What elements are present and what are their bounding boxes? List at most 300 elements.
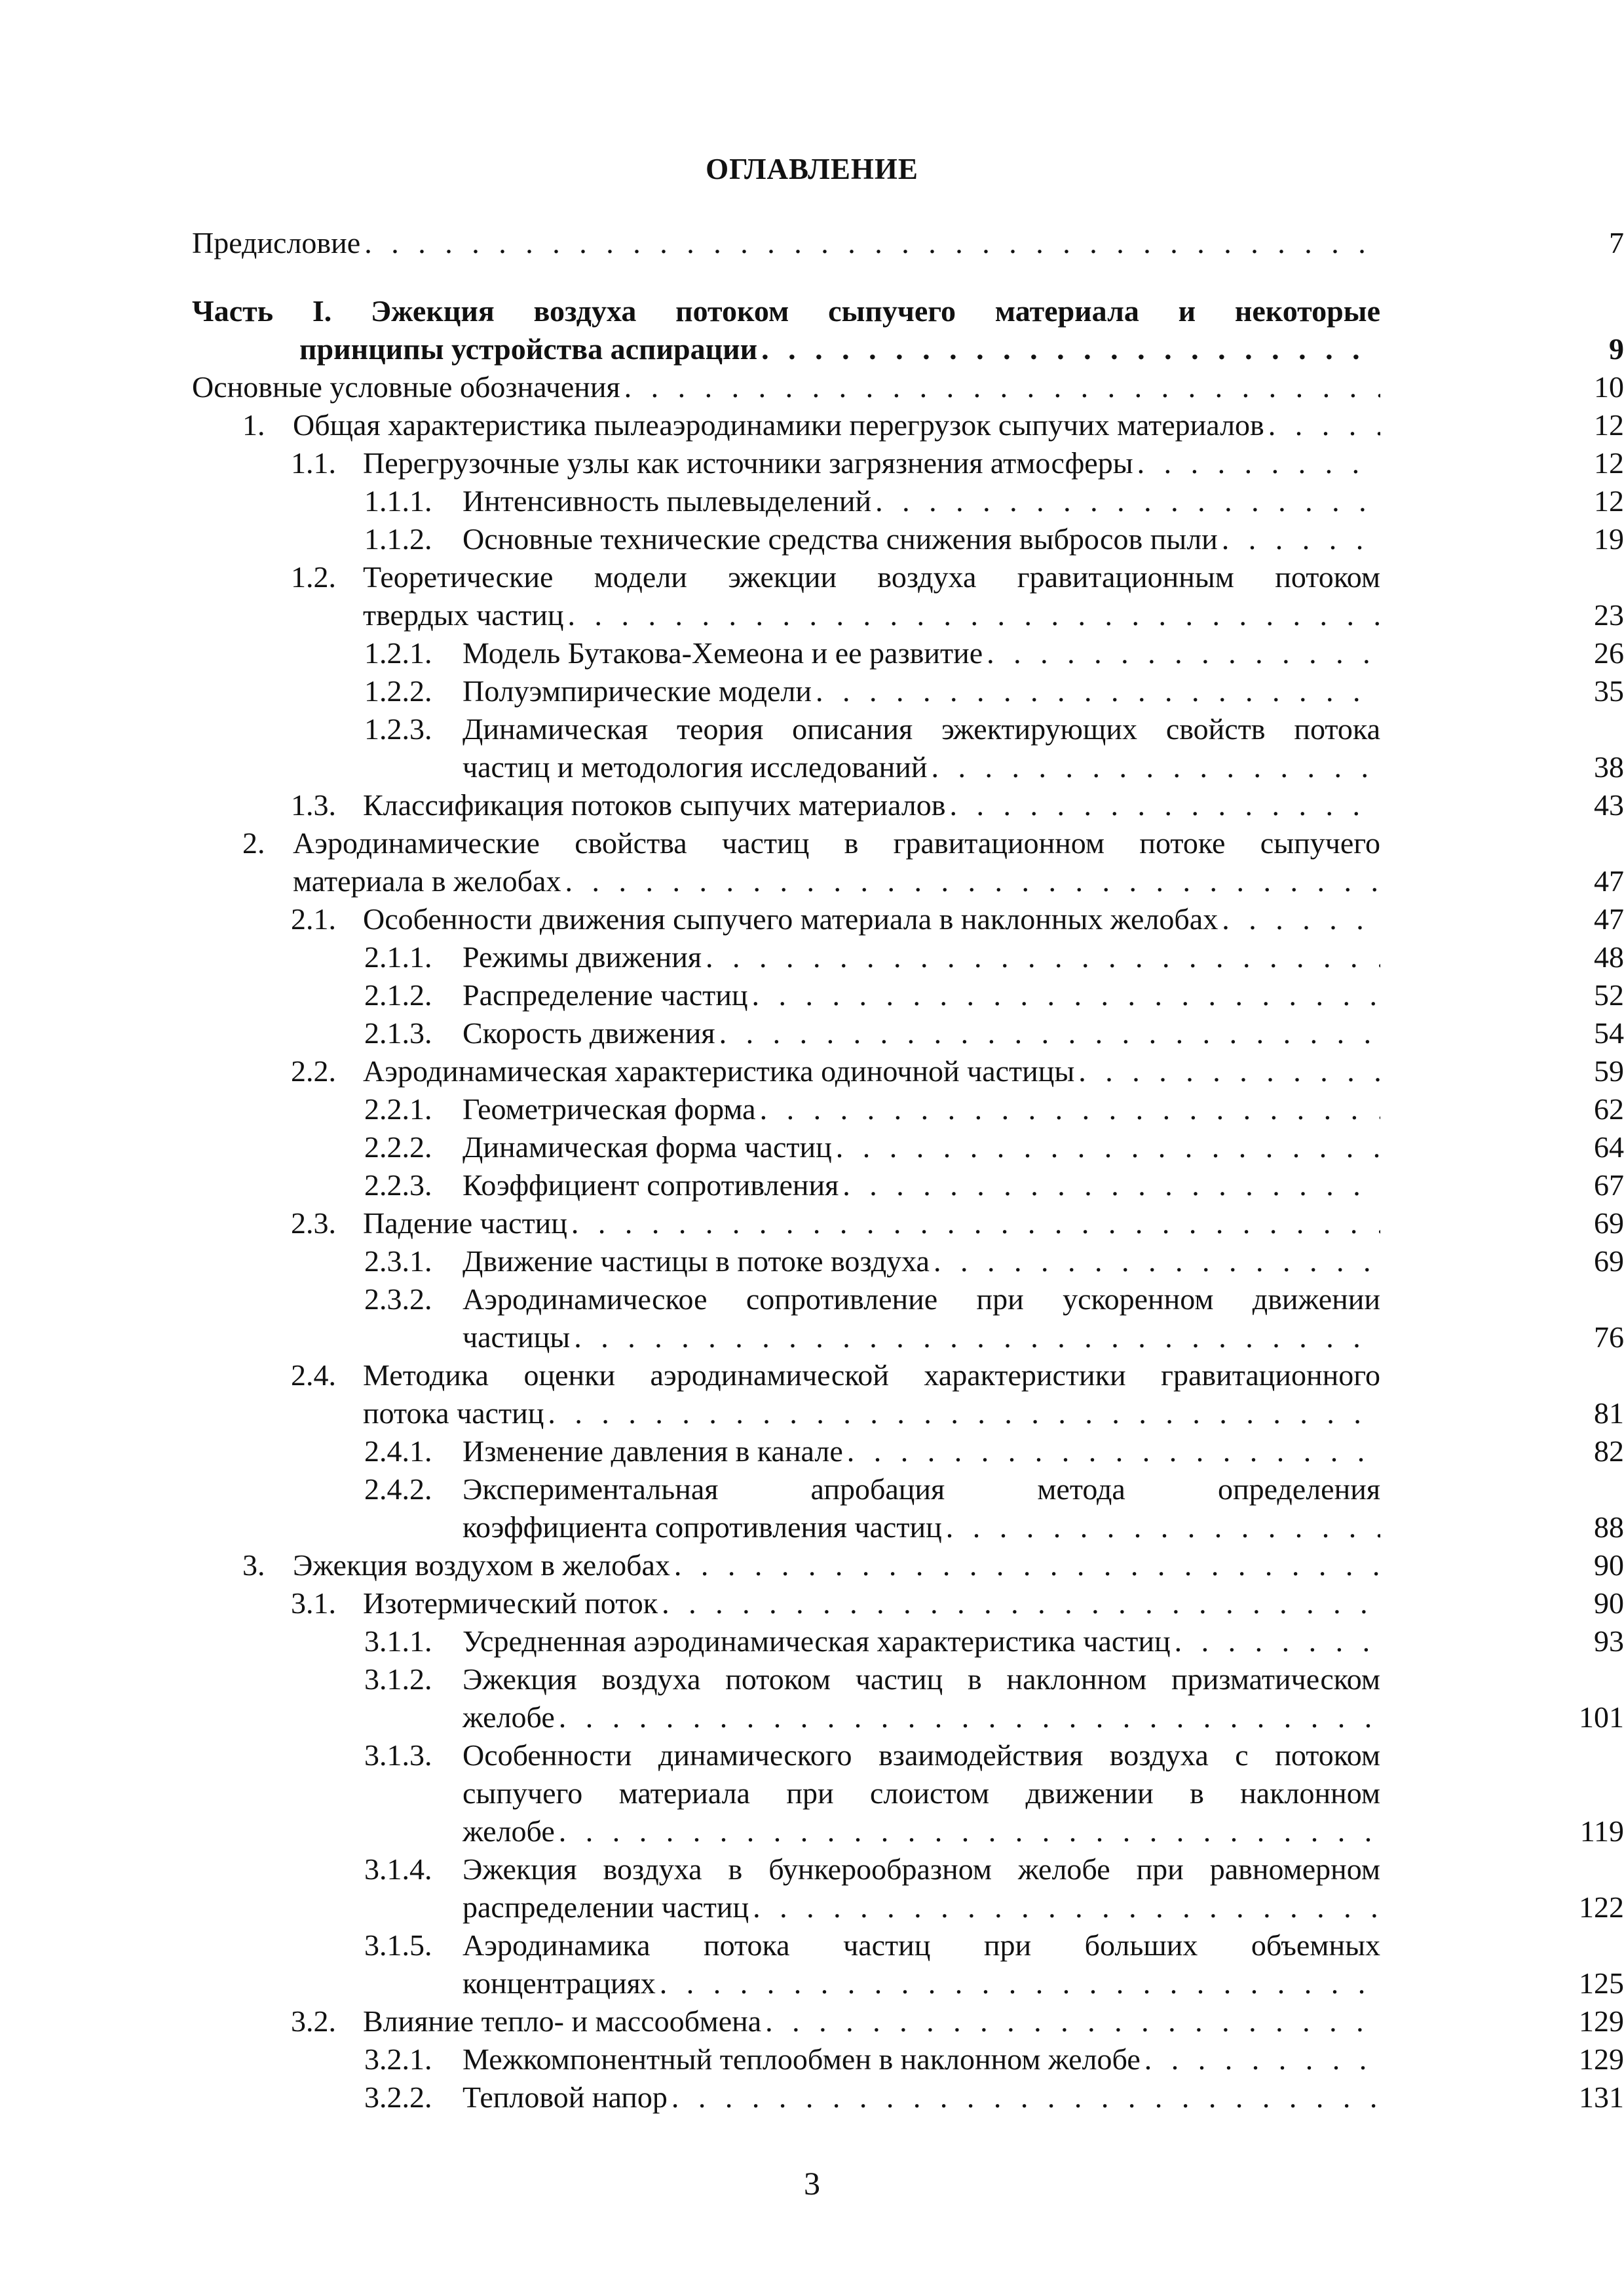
entry-title-line: [463, 1090, 1380, 1128]
entry-title-line: [463, 1964, 1380, 2002]
entry-title-line: [363, 786, 1380, 824]
entry-title-line: Методика оценки аэродинамической характеристики гравитационного: [363, 1358, 1380, 1392]
dot-leader: [928, 748, 1380, 786]
page-gap: [1380, 1584, 1431, 1622]
entry-number: 3.: [242, 1548, 265, 1582]
dot-leader: [930, 1242, 1380, 1280]
dot-leader: [702, 938, 1380, 976]
entry-number: 2.2.2.: [364, 1130, 432, 1164]
entry-number: 3.1.1.: [364, 1624, 432, 1658]
entry-title-line: [363, 1052, 1380, 1090]
entry-title: [463, 520, 1380, 558]
indent-spacer: [0, 634, 364, 672]
entry-title-line: [463, 672, 1380, 710]
entry-number: 2.1.: [291, 902, 336, 936]
toc-entry[interactable]: [0, 1166, 1624, 1204]
indent-spacer: [0, 1622, 364, 1660]
toc-entry[interactable]: [0, 1090, 1624, 1128]
page-gap: [1380, 1090, 1431, 1128]
entry-page-number: 122: [1579, 1890, 1624, 1924]
page-gap: [1380, 1470, 1431, 1546]
page-gap: [1380, 710, 1431, 786]
entry-title: [463, 1926, 1380, 2002]
toc-entry[interactable]: [0, 1014, 1624, 1052]
entry-title: [363, 1052, 1380, 1090]
entry-number: 1.2.2.: [364, 674, 432, 708]
entry-title: [363, 444, 1380, 482]
dot-leader: [839, 1166, 1380, 1204]
toc-entry[interactable]: [0, 1128, 1624, 1166]
page-gap: [1380, 786, 1431, 824]
page-gap: [1380, 558, 1431, 634]
entry-title: [463, 1850, 1380, 1926]
entry-page-number: 88: [1594, 1510, 1624, 1544]
entry-page-number: 90: [1594, 1548, 1624, 1582]
entry-title-line: сыпучего материала при слоистом движении в наклонном: [463, 1776, 1380, 1810]
entry-title-line: [463, 520, 1380, 558]
entry-title: [463, 976, 1380, 1014]
toc-entry[interactable]: [0, 1470, 1624, 1546]
toc-entry[interactable]: [0, 672, 1624, 710]
dot-leader: [1218, 520, 1380, 558]
page-gap: [1380, 1052, 1431, 1090]
indent-spacer: [0, 1090, 364, 1128]
entry-title-line: [299, 330, 1380, 368]
dot-leader: [563, 596, 1380, 634]
entry-number: 3.1.2.: [364, 1662, 432, 1696]
entry-title-text: Предисловие: [192, 226, 361, 259]
entry-title-line: [293, 862, 1380, 900]
entry-number: 2.4.: [291, 1358, 336, 1392]
toc-entry[interactable]: [0, 2078, 1624, 2116]
indent-spacer: [0, 1736, 364, 1850]
entry-number: 1.2.3.: [364, 712, 432, 746]
entry-title: [293, 824, 1380, 900]
dot-leader: [715, 1014, 1380, 1052]
entry-number: 2.: [242, 826, 265, 860]
entry-title-text: Межкомпонентный теплообмен в наклонном желобе: [463, 2042, 1141, 2076]
entry-title: [463, 1432, 1380, 1470]
entry-page-number: 101: [1579, 1700, 1624, 1734]
dot-leader: [761, 2002, 1380, 2040]
entry-title-line: [363, 444, 1380, 482]
entry-page-number: 82: [1594, 1434, 1624, 1468]
page-gap: [1380, 1432, 1431, 1470]
entry-title-line: [463, 1432, 1380, 1470]
entry-title-line: Эжекция воздуха потоком частиц в наклонном призматическом: [463, 1662, 1380, 1696]
dot-leader: [658, 1584, 1380, 1622]
entry-number: 1.2.: [291, 560, 336, 594]
entry-number: 3.2.: [291, 2004, 336, 2038]
toc-entry[interactable]: [0, 1356, 1624, 1432]
entry-title-text: Аэродинамическая характеристика одиночной частицы: [363, 1054, 1075, 1088]
indent-spacer: [0, 1850, 364, 1926]
entry-title-text: Основные условные обозначения: [192, 370, 620, 404]
entry-title: [463, 1736, 1380, 1850]
entry-number: 2.2.1.: [364, 1092, 432, 1126]
entry-title-line: Часть I. Эжекция воздуха потоком сыпучего материала и некоторые: [192, 294, 1380, 328]
page-gap: [1380, 1546, 1431, 1584]
indent-spacer: [0, 672, 364, 710]
indent-spacer: [0, 900, 291, 938]
entry-title: [463, 2040, 1380, 2078]
entry-title: [463, 1166, 1380, 1204]
entry-title-line: [463, 1014, 1380, 1052]
entry-number: 2.3.1.: [364, 1244, 432, 1278]
indent-spacer: [0, 1128, 364, 1166]
entry-number: 3.1.3.: [364, 1738, 432, 1772]
entry-title-line: Динамическая теория описания эжектирующих свойств потока: [463, 712, 1380, 746]
toc-entry[interactable]: [0, 900, 1624, 938]
page-gap: [1380, 1242, 1431, 1280]
page-gap: [1380, 1850, 1431, 1926]
page-gap: [1380, 482, 1431, 520]
indent-spacer: [0, 2078, 364, 2116]
entry-title-text: желобе: [463, 1814, 555, 1848]
entry-title-line: [192, 224, 1380, 262]
entry-title: [463, 1470, 1380, 1546]
entry-title-text: Тепловой напор: [463, 2080, 668, 2114]
page-gap: [1380, 292, 1431, 368]
toc-entry[interactable]: [0, 1660, 1624, 1736]
toc-entry[interactable]: [0, 786, 1624, 824]
entry-page-number: 48: [1594, 940, 1624, 974]
entry-title: [463, 634, 1380, 672]
dot-leader: [756, 1090, 1380, 1128]
indent-spacer: [0, 482, 364, 520]
page-gap: [1380, 1926, 1431, 2002]
indent-spacer: [0, 406, 242, 444]
entry-title-line: [463, 1166, 1380, 1204]
toc-entry[interactable]: [0, 710, 1624, 786]
toc-entry[interactable]: [0, 1622, 1624, 1660]
indent-spacer: [0, 1660, 364, 1736]
entry-title-line: [363, 1584, 1380, 1622]
entry-title: [463, 710, 1380, 786]
toc-entry[interactable]: [0, 2040, 1624, 2078]
indent-spacer: [0, 1584, 291, 1622]
dot-leader: [544, 1394, 1380, 1432]
entry-title-text: Динамическая форма частиц: [463, 1130, 832, 1164]
entry-number: 2.4.2.: [364, 1472, 432, 1506]
toc-entry[interactable]: [0, 1850, 1624, 1926]
dot-leader: [620, 368, 1380, 406]
entry-number: 3.2.1.: [364, 2042, 432, 2076]
entry-number: 2.3.2.: [364, 1282, 432, 1316]
indent-spacer: [0, 1356, 291, 1432]
dot-leader: [983, 634, 1380, 672]
entry-page-number: 43: [1594, 788, 1624, 822]
indent-spacer: [0, 558, 291, 634]
entry-number: 2.1.2.: [364, 978, 432, 1012]
entry-title-text: Особенности движения сыпучего материала в наклонных желобах: [363, 902, 1218, 936]
entry-title: [463, 482, 1380, 520]
entry-title: [463, 1128, 1380, 1166]
toc-entry[interactable]: [0, 1204, 1624, 1242]
entry-title-line: [463, 748, 1380, 786]
entry-title-text: Режимы движения: [463, 940, 702, 974]
entry-page-number: 69: [1594, 1244, 1624, 1278]
entry-title: [463, 1090, 1380, 1128]
dot-leader: [748, 976, 1381, 1014]
entry-number: 1.3.: [291, 788, 336, 822]
dot-leader: [945, 786, 1380, 824]
indent-spacer: [0, 1166, 364, 1204]
page-gap: [1380, 2040, 1431, 2078]
entry-title-text: Основные технические средства снижения выбросов пыли: [463, 522, 1218, 556]
entry-title: [463, 1660, 1380, 1736]
dot-leader: [832, 1128, 1380, 1166]
dot-leader: [749, 1888, 1380, 1926]
page-gap: [1380, 406, 1431, 444]
page-gap: [1380, 2078, 1431, 2116]
entry-title-line: [463, 1698, 1380, 1736]
entry-number: 3.2.2.: [364, 2080, 432, 2114]
entry-title: [463, 938, 1380, 976]
toc-entry[interactable]: [0, 634, 1624, 672]
indent-spacer: [0, 1204, 291, 1242]
entry-title-text: Распределение частиц: [463, 978, 748, 1012]
entry-title-text: частиц и методология исследований: [463, 750, 928, 784]
toc-entry[interactable]: [0, 1584, 1624, 1622]
dot-leader: [1264, 406, 1380, 444]
page-gap: [1380, 1622, 1431, 1660]
page-gap: [1380, 444, 1431, 482]
toc-entry[interactable]: [0, 1242, 1624, 1280]
indent-spacer: [0, 1242, 364, 1280]
entry-title-line: [463, 1888, 1380, 1926]
entry-title-text: Усредненная аэродинамическая характеристика частиц: [463, 1624, 1171, 1658]
entry-page-number: 47: [1594, 902, 1624, 936]
page-gap: [1380, 1014, 1431, 1052]
entry-title-line: [192, 368, 1380, 406]
page-gap: [1380, 1356, 1431, 1432]
entry-number: 1.: [242, 408, 265, 442]
entry-page-number: 59: [1594, 1054, 1624, 1088]
entry-title-line: [463, 2040, 1380, 2078]
entry-page-number: 23: [1594, 598, 1624, 632]
page-gap: [1380, 1280, 1431, 1356]
entry-page-number: 76: [1594, 1320, 1624, 1354]
toc-entry[interactable]: [0, 1546, 1624, 1584]
indent-spacer: [0, 786, 291, 824]
entry-title-text: принципы устройства аспирации: [299, 332, 758, 366]
entry-page-number: 19: [1594, 522, 1624, 556]
entry-title-text: твердых частиц: [363, 598, 564, 632]
entry-title-text: частицы: [463, 1320, 571, 1354]
indent-spacer: [0, 368, 192, 406]
entry-title-text: Полуэмпирические модели: [463, 674, 812, 708]
entry-title-text: коэффициента сопротивления частиц: [463, 1510, 942, 1544]
entry-title-text: Модель Бутакова-Хемеона и ее развитие: [463, 636, 983, 670]
entry-title: [192, 368, 1380, 406]
entry-page-number: 47: [1594, 864, 1624, 898]
page-gap: [1380, 1166, 1431, 1204]
entry-number: 3.1.5.: [364, 1928, 432, 1962]
indent-spacer: [0, 1280, 364, 1356]
entry-title-line: [363, 1204, 1380, 1242]
dot-leader: [668, 2078, 1380, 2116]
entry-title-text: потока частиц: [363, 1396, 544, 1430]
indent-spacer: [0, 520, 364, 558]
page-gap: [1380, 1204, 1431, 1242]
entry-number: 1.1.1.: [364, 484, 432, 518]
entry-title-line: Теоретические модели эжекции воздуха гравитационным потоком: [363, 560, 1380, 594]
entry-number: 1.2.1.: [364, 636, 432, 670]
entry-page-number: 12: [1594, 484, 1624, 518]
entry-title-line: [293, 406, 1380, 444]
dot-leader: [360, 224, 1380, 262]
entry-page-number: 26: [1594, 636, 1624, 670]
entry-page-number: 69: [1594, 1206, 1624, 1240]
toc-entry[interactable]: [0, 558, 1624, 634]
entry-title-line: Экспериментальная апробация метода определения: [463, 1472, 1380, 1506]
entry-title-text: Интенсивность пылевыделений: [463, 484, 872, 518]
entry-title-text: концентрациях: [463, 1966, 656, 2000]
toc-entry[interactable]: [0, 824, 1624, 900]
indent-spacer: [0, 1546, 242, 1584]
entry-title: [363, 900, 1380, 938]
dot-leader: [1218, 900, 1380, 938]
entry-title-line: Аэродинамическое сопротивление при ускоренном движении: [463, 1282, 1380, 1316]
page-gap: [1380, 824, 1431, 900]
dot-leader: [555, 1698, 1380, 1736]
toc-entry[interactable]: [0, 1280, 1624, 1356]
entry-title-line: [463, 2078, 1380, 2116]
dot-leader: [1074, 1052, 1380, 1090]
entry-title: [192, 292, 1380, 368]
entry-title-line: Аэродинамические свойства частиц в гравитационном потоке сыпучего: [293, 826, 1380, 860]
entry-title-line: [463, 1812, 1380, 1850]
entry-title: [363, 786, 1380, 824]
entry-title-line: [463, 1318, 1380, 1356]
entry-page-number: 12: [1594, 408, 1624, 442]
entry-title-text: Изменение давления в канале: [463, 1434, 843, 1468]
entry-title-line: [363, 1394, 1380, 1432]
toc-entry[interactable]: [0, 406, 1624, 444]
entry-title: [293, 406, 1380, 444]
entry-page-number: 64: [1594, 1130, 1624, 1164]
toc-entry[interactable]: [0, 224, 1624, 262]
entry-title: [463, 1242, 1380, 1280]
dot-leader: [1133, 444, 1380, 482]
toc-entry[interactable]: [0, 444, 1624, 482]
entry-title-text: Скорость движения: [463, 1016, 715, 1050]
indent-spacer: [0, 938, 364, 976]
entry-title-line: [463, 482, 1380, 520]
indent-spacer: [0, 292, 192, 368]
indent-spacer: [0, 224, 192, 262]
entry-number: 3.1.4.: [364, 1852, 432, 1886]
entry-title-text: Эжекция воздухом в желобах: [293, 1548, 670, 1582]
entry-title: [363, 1204, 1380, 1242]
entry-title-line: Особенности динамического взаимодействия воздуха с потоком: [463, 1738, 1380, 1772]
toc-entry[interactable]: [0, 1926, 1624, 2002]
dot-leader: [1141, 2040, 1380, 2078]
toc-entry[interactable]: [0, 520, 1624, 558]
entry-title: [192, 224, 1380, 262]
toc-entry[interactable]: [0, 482, 1624, 520]
entry-number: 2.4.1.: [364, 1434, 432, 1468]
toc-entry[interactable]: [0, 1432, 1624, 1470]
entry-title: [363, 558, 1380, 634]
toc-entry[interactable]: [0, 1052, 1624, 1090]
entry-title-text: Падение частиц: [363, 1206, 567, 1240]
entry-page-number: 125: [1579, 1966, 1624, 2000]
entry-title-text: Движение частицы в потоке воздуха: [463, 1244, 930, 1278]
entry-number: 2.2.: [291, 1054, 336, 1088]
dot-leader: [670, 1546, 1380, 1584]
entry-number: 2.3.: [291, 1206, 336, 1240]
entry-number: 2.2.3.: [364, 1168, 432, 1202]
entry-page-number: 90: [1594, 1586, 1624, 1620]
page-gap: [1380, 1660, 1431, 1736]
entry-title-text: Коэффициент сопротивления: [463, 1168, 839, 1202]
entry-title-text: Геометрическая форма: [463, 1092, 756, 1126]
toc-entry[interactable]: [0, 368, 1624, 406]
entry-page-number: 119: [1579, 1814, 1624, 1848]
entry-title-line: [463, 1242, 1380, 1280]
entry-title-line: [463, 976, 1380, 1014]
page-gap: [1380, 1128, 1431, 1166]
indent-spacer: [0, 2040, 364, 2078]
entry-title: [363, 2002, 1380, 2040]
entry-title: [463, 1622, 1380, 1660]
entry-title-line: [363, 2002, 1380, 2040]
entry-title-line: Эжекция воздуха в бункерообразном желобе при равномерном: [463, 1852, 1380, 1886]
indent-spacer: [0, 444, 291, 482]
entry-page-number: 12: [1594, 446, 1624, 480]
entry-page-number: 129: [1579, 2042, 1624, 2076]
indent-spacer: [0, 1926, 364, 2002]
entry-number: 1.1.: [291, 446, 336, 480]
page-gap: [1380, 224, 1431, 262]
indent-spacer: [0, 824, 242, 900]
entry-title: [463, 1014, 1380, 1052]
entry-page-number: 129: [1579, 2004, 1624, 2038]
entry-page-number: 62: [1594, 1092, 1624, 1126]
toc-entry[interactable]: [0, 1736, 1624, 1850]
toc-entry[interactable]: [0, 938, 1624, 976]
entry-title: [463, 2078, 1380, 2116]
entry-page-number: 93: [1594, 1624, 1624, 1658]
entry-title-text: желобе: [463, 1700, 555, 1734]
toc-entry[interactable]: [0, 976, 1624, 1014]
entry-page-number: 10: [1594, 370, 1624, 404]
entry-title-line: [463, 1622, 1380, 1660]
toc-entry[interactable]: [0, 292, 1624, 368]
indent-spacer: [0, 976, 364, 1014]
toc-title: ОГЛАВЛЕНИЕ: [706, 153, 918, 185]
entry-page-number: 35: [1594, 674, 1624, 708]
entry-title: [293, 1546, 1380, 1584]
toc-entry[interactable]: [0, 2002, 1624, 2040]
entry-title: [363, 1584, 1380, 1622]
entry-number: 2.1.1.: [364, 940, 432, 974]
entry-title-line: [463, 1128, 1380, 1166]
dot-leader: [555, 1812, 1380, 1850]
entry-page-number: 38: [1594, 750, 1624, 784]
indent-spacer: [0, 1432, 364, 1470]
entry-title: [463, 672, 1380, 710]
page-gap: [1380, 1736, 1431, 1850]
dot-leader: [656, 1964, 1380, 2002]
entry-title-text: Перегрузочные узлы как источники загрязнения атмосферы: [363, 446, 1133, 480]
entry-title-text: Общая характеристика пылеаэродинамики перегрузок сыпучих материалов: [293, 408, 1264, 442]
entry-title-text: Изотермический поток: [363, 1586, 658, 1620]
dot-leader: [561, 862, 1380, 900]
indent-spacer: [0, 1014, 364, 1052]
